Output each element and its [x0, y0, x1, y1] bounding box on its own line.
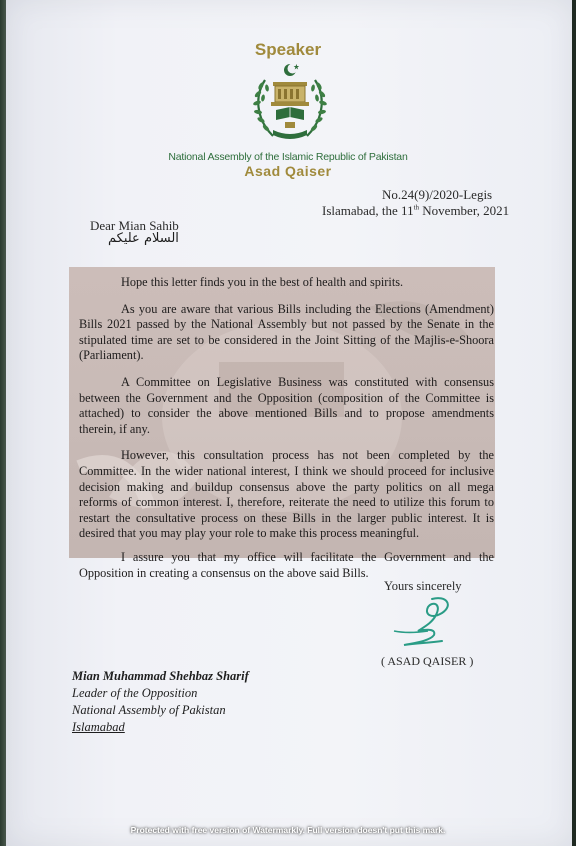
body-paragraph: However, this consultation process has not been completed by the Committee. In the wider national interest, I think we should proceed for inclusive decision making and buildup consensus above the party politics on all mega reforms of common interest. I, therefore, reiterate the need to utilize this forum to restart the consultative process on these Bills in the larger public interest. It is desired that you may play your role to make this process meaningful.: [79, 448, 494, 541]
date-rest: November, 2021: [419, 203, 510, 218]
body-paragraph: As you are aware that various Bills including the Elections (Amendment) Bills 2021 passed by the National Assembly but not passed by the Senate in the stipulated time are set to be considered in the Joint Sitting of the Majlis-e-Shoora (Parliament).: [79, 301, 494, 363]
recipient-city: Islamabad: [72, 720, 125, 734]
letter-body: [79, 275, 494, 592]
salutation: Dear Mian Sahib: [90, 218, 179, 233]
assembly-name: National Assembly of the Islamic Republic of Pakistan: [168, 151, 408, 163]
handwritten-signature-icon: [384, 593, 464, 653]
recipient-name: Mian Muhammad Shehbaz Sharif: [72, 669, 249, 683]
place-and-date: [322, 203, 509, 219]
recipient-title: Leader of the Opposition: [72, 686, 198, 700]
date-ordinal: th: [413, 203, 420, 212]
recipient-address: [72, 668, 249, 736]
body-paragraph: A Committee on Legislative Business was constituted with consensus between the Government and the Opposition (composition of the Committee is attached) to consider the above mentioned Bills and to propose amendments therein, if any.: [79, 374, 494, 436]
greeting-urdu: السلام علیکم: [108, 231, 179, 246]
body-paragraph: Hope this letter finds you in the best of health and spirits.: [121, 275, 404, 289]
valediction: Yours sincerely: [384, 579, 462, 593]
recipient-organization: National Assembly of Pakistan: [72, 703, 226, 717]
national-assembly-emblem-icon: [251, 60, 329, 150]
letterhead-signatory-name: Asad Qaiser: [244, 163, 332, 179]
signer-name: ( ASAD QAISER ): [381, 654, 474, 668]
office-title: Speaker: [254, 40, 322, 59]
body-paragraph: I assure you that my office will facilitate the Government and the Opposition in creating a consensus on the above said Bills.: [79, 549, 494, 580]
reference-number: No.24(9)/2020-Legis: [382, 187, 493, 202]
date-place: Islamabad, the 11: [322, 203, 414, 218]
watermark-notice: Protected with free version of Watermarkly. Full version doesn't put this mark.: [130, 825, 446, 835]
